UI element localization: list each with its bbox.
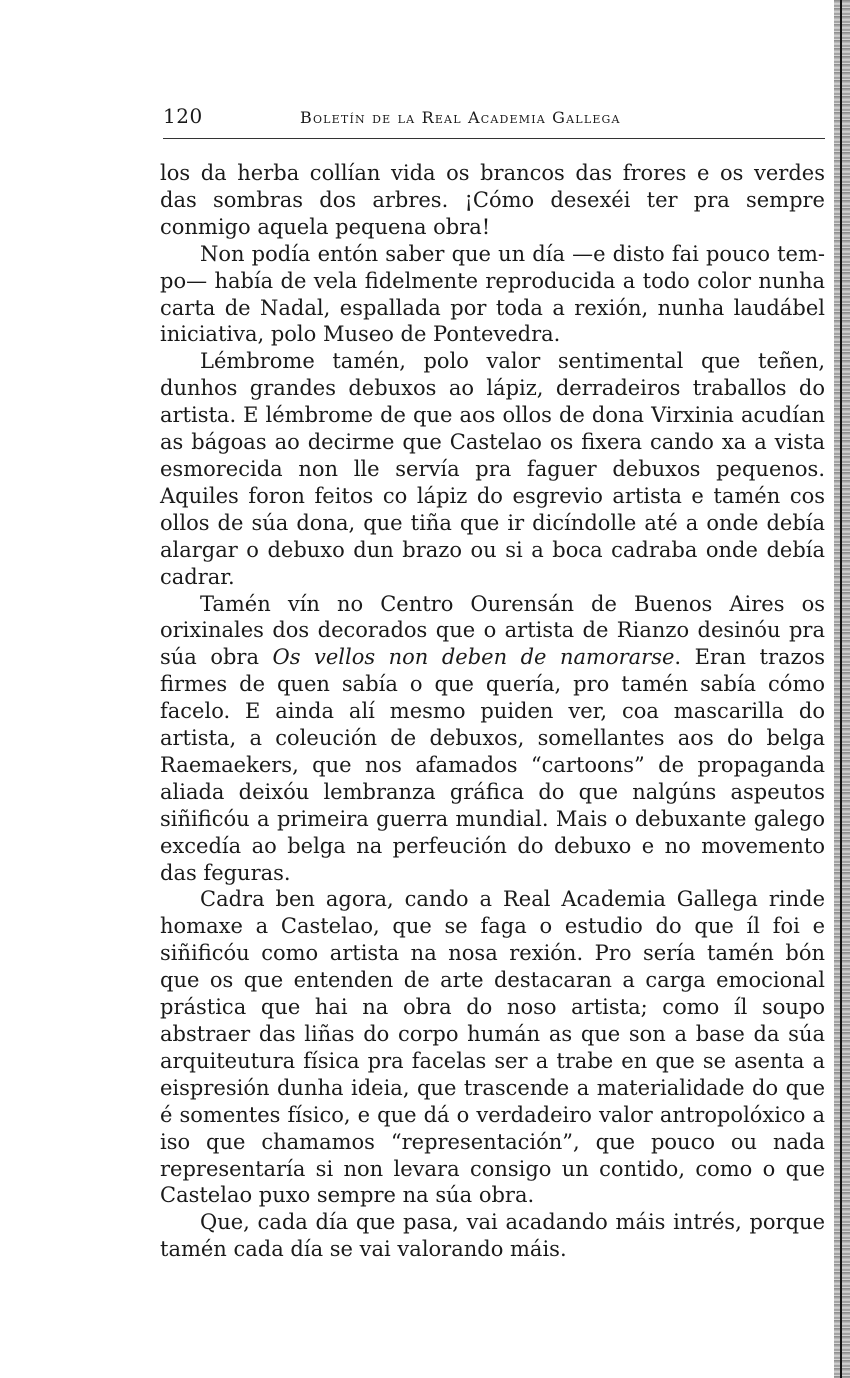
page-number: 120 (163, 104, 203, 128)
paragraph-5: Cadra ben agora, cando a Real Academia Gallega rinde homaxe a Castelao, que se faga o estudio do que íl foi e siñificóu como artista na nosa rexión. Pro sería tamén bón que os que entenden de arte destacaran a carga emocional prástica que hai na obra do noso artista; como íl soupo abstraer das liñas do corpo humán as que son a base da súa arquiteutura física pra facelas ser a trabe en que se asenta a eispresión dunha ideia, que trascende a materialidade do que é somentes físico, e que dá o verdadeiro valor antropolóxico a iso que chamamos “representación”, que pouco ou nada representaría si non levara consigo un contido, como o que Castelao puxo sempre na súa obra. (160, 887, 825, 1208)
paragraph-1: los da herba collían vida os brancos das frores e os verdes das sombras dos arbres. ¡Cómo desexéi ter pra sempre conmigo aquela pequena obra! (160, 161, 825, 239)
paragraph-6: Que, cada día que pasa, vai acadando máis intrés, porque tamén cada día se vai valorando máis. (160, 1210, 825, 1262)
scanned-page-edge (834, 0, 850, 1378)
paragraph-2: Non podía entón saber que un día —e disto fai pouco tempo— había de vela fidelmente reproducida a todo color nunha carta de Nadal, espallada por toda a rexión, nunha laudábel iniciativa, polo Museo de Pontevedra. (160, 241, 825, 347)
header-rule (163, 138, 825, 139)
body-text (160, 160, 825, 1263)
work-title: Os vellos non deben de namorarse (272, 645, 675, 670)
paragraph-3: Lémbrome tamén, polo valor sentimental que teñen, dunhos grandes debuxos ao lápiz, derradeiros traballos do artista. E lémbrome de que aos ollos de dona Virxinia acudían as bágoas ao decirme que Castelao os fixera cando xa a vista esmorecida non lle servía pra faguer debuxos pequenos. Aquiles foron feitos co lápiz do esgrevio artista e tamén cos ollos de súa dona, que tiña que ir dicíndolle até a onde debía alargar o debuxo dun brazo ou si a boca cadraba onde debía cadrar. (160, 349, 825, 589)
paragraph-4 (160, 591, 825, 887)
running-head: Boletín de la Real Academia Gallega (300, 108, 621, 127)
binding-edge-line (840, 0, 842, 1378)
page-header (163, 100, 825, 132)
paragraph-4-after-title: . Eran trazos firmes de quen sabía o que quería, pro tamén sabía cómo facelo. E ainda alí mesmo puiden ver, coa mascarilla do artista, a coleución de debuxos, somellantes aos do belga Raemaekers, que nos afamados “cartoons” de propaganda aliada deixóu lembranza gráfica do que nalgúns aspeutos siñificóu a primeira guerra mundial. Mais o debuxante galego excedía ao belga na perfeución do debuxo e no movemento das feguras. (160, 645, 825, 885)
paragraph-4-before-title: Tamén vín no Centro Ourensán de Buenos Aires os orixinales dos decorados que o artista de Rianzo desinóu pra súa obra (160, 591, 825, 670)
